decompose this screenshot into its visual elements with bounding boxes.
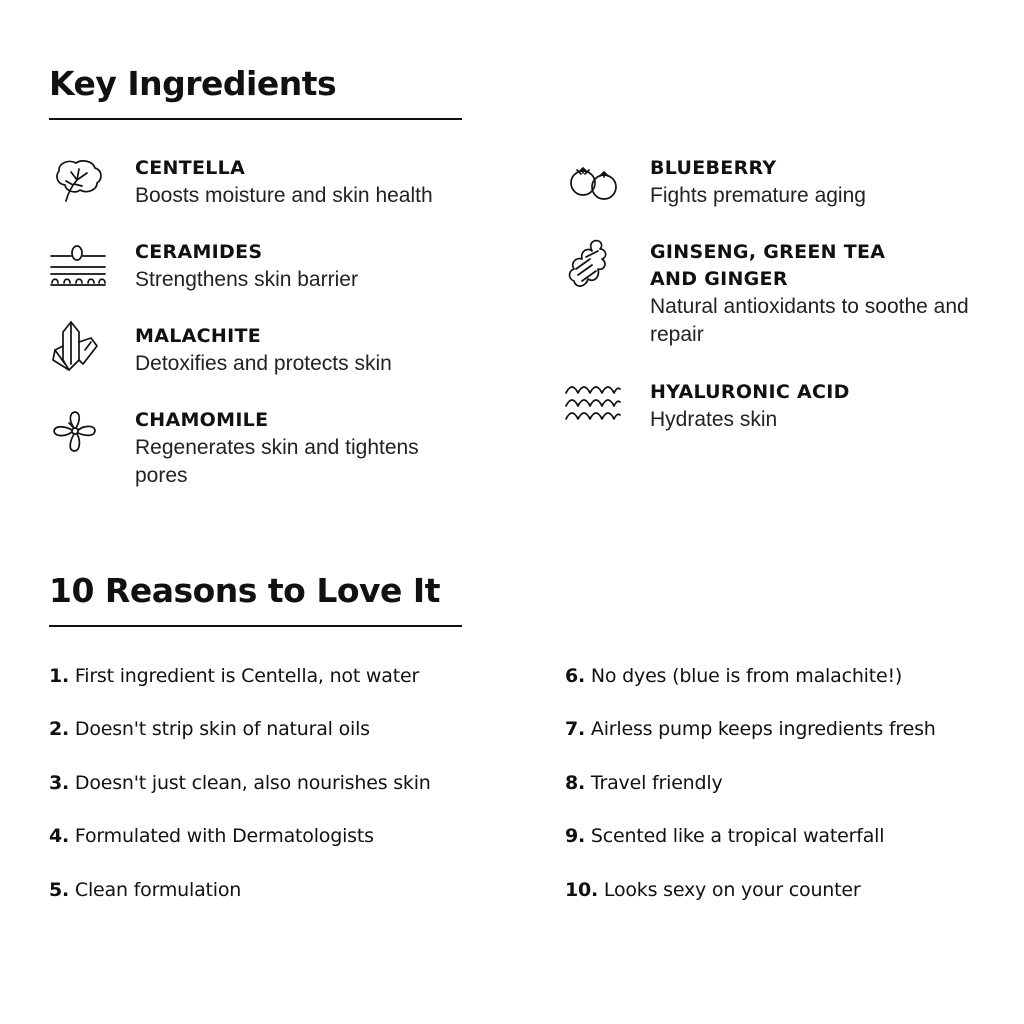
ingredient-chamomile [135, 407, 465, 490]
key-ingredients-divider [49, 118, 462, 120]
reason-number: 1. [49, 665, 70, 687]
ginger-root-icon [564, 237, 622, 293]
reason-number: 7. [565, 718, 586, 740]
reasons-divider [49, 625, 462, 627]
reason-text: Looks sexy on your counter [603, 879, 861, 901]
reason-item [565, 717, 936, 741]
centella-leaf-icon [49, 155, 107, 205]
reason-item [565, 664, 902, 688]
ingredient-description: Regenerates skin and tightens pores [135, 436, 419, 487]
reason-number: 10. [565, 879, 599, 901]
reason-item [49, 717, 370, 741]
reason-text: Doesn't strip skin of natural oils [74, 718, 370, 740]
reason-item [49, 664, 419, 688]
reason-item [49, 824, 374, 848]
reason-number: 5. [49, 879, 70, 901]
ingredient-name: BLUEBERRY [650, 157, 777, 179]
ingredient-blueberry [650, 155, 980, 210]
reason-item [49, 771, 431, 795]
reason-text: No dyes (blue is from malachite!) [590, 665, 903, 687]
reason-item [565, 824, 884, 848]
ingredient-name: CERAMIDES [135, 241, 263, 263]
reason-text: Scented like a tropical waterfall [590, 825, 885, 847]
ingredient-name: CENTELLA [135, 157, 246, 179]
reason-number: 2. [49, 718, 70, 740]
ingredient-name: CHAMOMILE [135, 409, 269, 431]
ingredient-name: GINSENG, GREEN TEA AND GINGER [650, 241, 886, 290]
reason-item [565, 878, 861, 902]
reasons-title: 10 Reasons to Love It [49, 571, 440, 610]
reason-text: First ingredient is Centella, not water [74, 665, 420, 687]
skin-layers-icon [49, 239, 107, 289]
reason-number: 6. [565, 665, 586, 687]
reason-number: 8. [565, 772, 586, 794]
ingredient-description: Natural antioxidants to soothe and repair [650, 295, 969, 346]
reason-text: Doesn't just clean, also nourishes skin [74, 772, 431, 794]
key-ingredients-title: Key Ingredients [49, 64, 337, 103]
reason-item [565, 771, 723, 795]
ingredient-malachite [135, 323, 465, 378]
reason-text: Formulated with Dermatologists [74, 825, 374, 847]
ingredient-ginseng-green-tea-ginger [650, 239, 980, 349]
reason-item [49, 878, 241, 902]
ingredient-hyaluronic-acid [650, 379, 980, 434]
ingredient-description: Hydrates skin [650, 408, 778, 431]
crystal-icon [49, 320, 107, 370]
ingredient-name: HYALURONIC ACID [650, 381, 850, 403]
reason-number: 4. [49, 825, 70, 847]
ingredient-description: Fights premature aging [650, 184, 866, 207]
ingredient-description: Boosts moisture and skin health [135, 184, 433, 207]
reason-text: Airless pump keeps ingredients fresh [590, 718, 936, 740]
reason-text: Clean formulation [74, 879, 242, 901]
reason-text: Travel friendly [590, 772, 723, 794]
reason-number: 3. [49, 772, 70, 794]
ingredient-description: Detoxifies and protects skin [135, 352, 392, 375]
ingredient-centella [135, 155, 475, 210]
flower-icon [49, 407, 107, 457]
blueberry-icon [564, 155, 622, 205]
ingredient-ceramides [135, 239, 465, 294]
ingredient-description: Strengthens skin barrier [135, 268, 358, 291]
water-waves-icon [564, 379, 622, 429]
reason-number: 9. [565, 825, 586, 847]
ingredient-name: MALACHITE [135, 325, 261, 347]
